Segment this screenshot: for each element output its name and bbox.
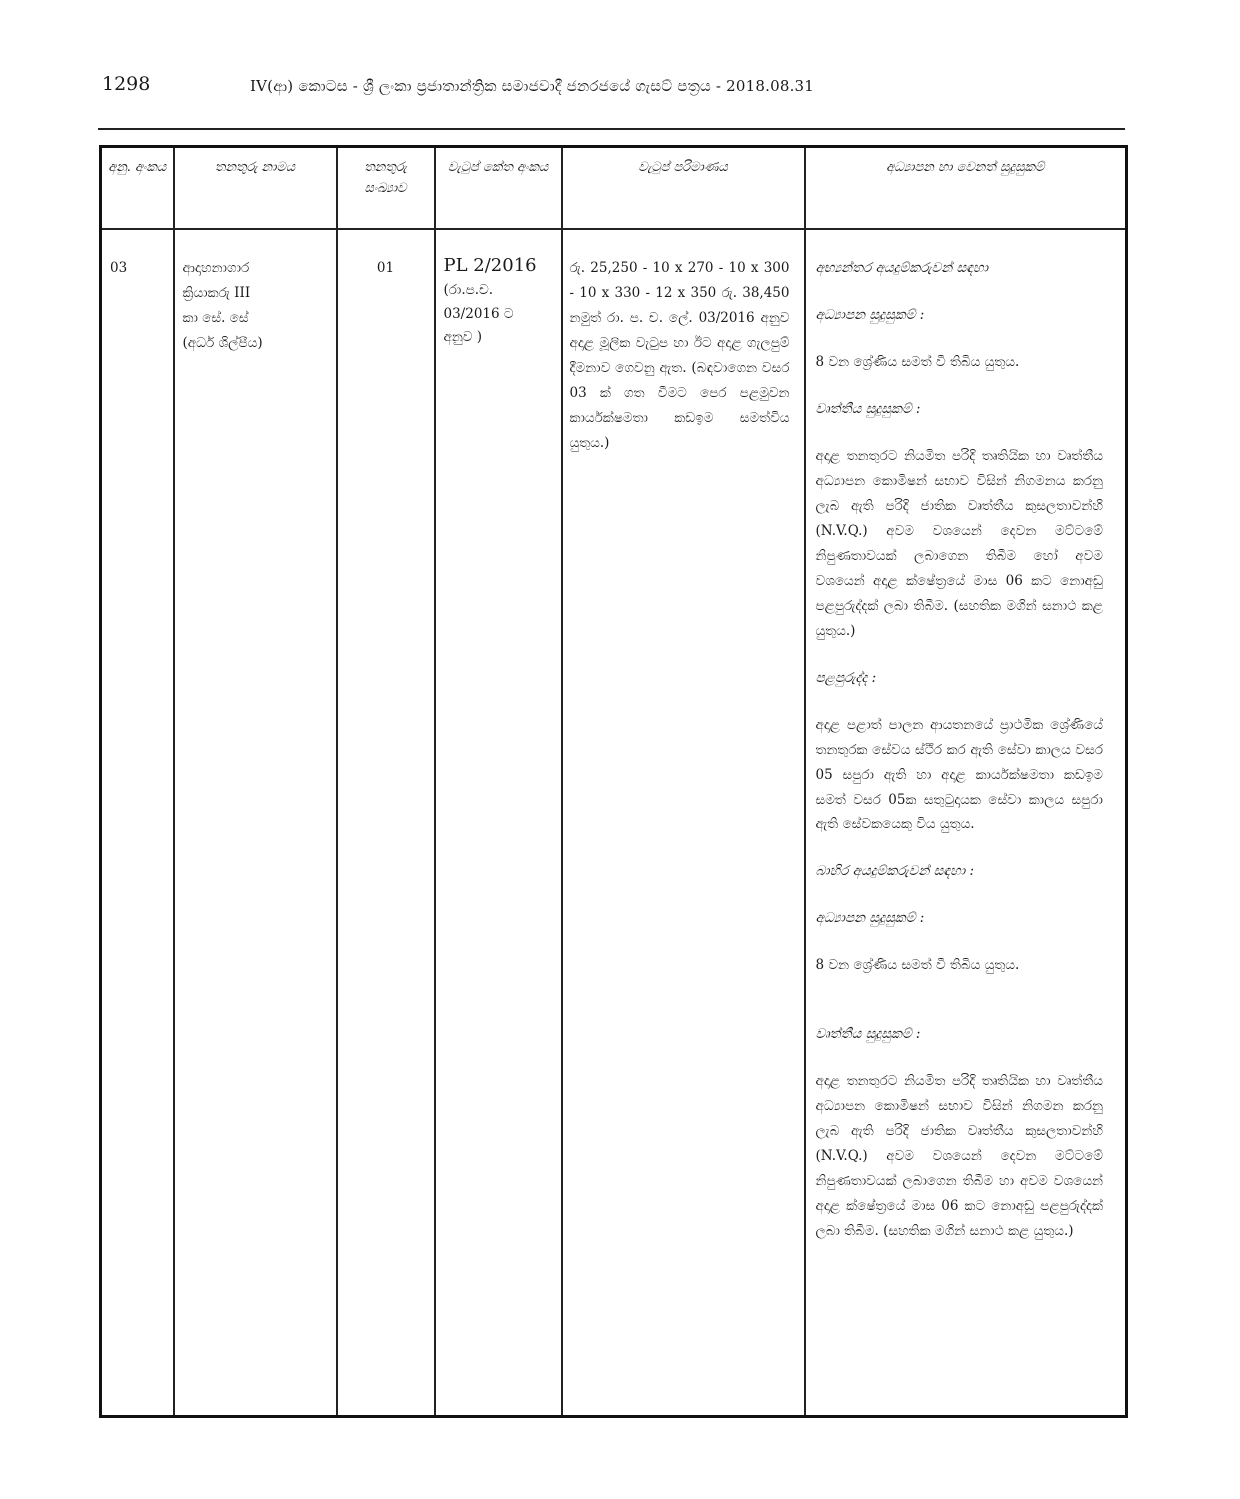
table-header-row (101, 147, 1127, 230)
post-name-line: (අර්ධ ශිල්පීය) (182, 334, 263, 351)
running-header: IV(ආ) කොටස - ශ්‍රී ලංකා ප්‍රජාතාන්ත්‍රික සමාජවාදී ජනරජයේ ගැසට් පත්‍රය - 2018.08.31 (250, 77, 815, 95)
vacancy-table (99, 145, 1128, 1418)
header-rule (98, 128, 1125, 130)
experience-text: අදාළ පළාත් පාලන ආයතනයේ ප්‍රාථමික ශ්‍රේණියේ තනතුරක සේවය ස්ථිර කර ඇති සේවා කාලය වසර 05 සපුරා ඇති හා අදාළ කාර්යක්ෂමතා කඩඉම සමත් වසර 05ක සතුටුදායක සේවා කාලය සපුරා ඇති සේවකයෙකු විය යුතුය. (815, 716, 1103, 833)
experience-heading: පළපුරුද්ද : (815, 669, 877, 686)
internal-professional-text: අදාළ තනතුරට නියමිත පරිදි තෘතියික හා වෘත්තීය අධ්‍යාපන කොමිෂන් සභාව විසින් නිගමනය කරනු ලැබ ඇති පරිදි ජාතික වෘත්තීය කුසලතාවන්හි (N.V.Q.) අවම වශයෙන් දෙවන මට්ටමේ නිපුණතාවයක් ලබාගෙන තිබීම හෝ අවම වශයෙන් අදාළ ක්ෂේත්‍රයේ මාස 06 කට නොඅඩු පළපුරුද්දක් ලබා තිබීම. (සහතික මගින් සනාථ කළ යුතුය.) (815, 447, 1103, 639)
cell-post-name (174, 229, 337, 1417)
external-professional-heading: වෘත්තීය සුදුසුකම් : (815, 1026, 921, 1043)
salary-code: PL 2/2016 (443, 255, 537, 276)
internal-professional-heading: වෘත්තීය සුදුසුකම් : (815, 400, 921, 417)
external-applicants-heading: බාහිර අයදුම්කරුවන් සඳහා : (815, 863, 975, 880)
external-education-heading: අධ්‍යාපන සුදුසුකම් : (815, 910, 925, 927)
internal-education-heading: අධ්‍යාපන සුදුසුකම් : (815, 306, 925, 323)
internal-education-text: 8 වන ශ්‍රේණිය සමත් වී තිබිය යුතුය. (815, 353, 1020, 370)
post-name-line: ආදාහනාගාර (182, 260, 250, 276)
internal-applicants-heading: අභ්‍යන්තර අයදුම්කරුවන් සඳහා (815, 260, 989, 276)
table-row (101, 229, 1127, 1417)
page-number: 1298 (102, 73, 151, 95)
external-professional-text: අදාළ තනතුරට නියමිත පරිදි තෘතියික හා වෘත්තීය අධ්‍යාපන කොමිෂන් සභාව විසින් නිගමන කරනු ලැබ ඇති පරිදි ජාතික වෘත්තීය කුසලතාවන්හි (N.V.Q.) අවම වශයෙන් දෙවන මට්ටමේ නිපුණතාවයක් ලබාගෙන තිබීම හා අවම වශයෙන් අදාළ ක්ෂේත්‍රයේ මාස 06 කට නොඅඩු පළපුරුද්දක් ලබා තිබීම. (සහතික මගින් සනාථ කළ යුතුය.) (815, 1073, 1103, 1240)
column-header-post-count: තනතුරු සංඛ්‍යාව (337, 147, 435, 230)
column-header-salary-scale: වැටුප් පරිමාණය (562, 147, 805, 230)
cell-post-count: 01 (337, 229, 435, 1417)
post-name-line: ක්‍රියාකරු III (182, 284, 251, 301)
salary-code-note: 03/2016 ට (443, 305, 514, 322)
salary-code-note: අනුව ) (443, 329, 483, 346)
column-header-serial: අනු. අංකය (101, 147, 174, 230)
cell-qualifications (805, 229, 1127, 1417)
external-education-text: 8 වන ශ්‍රේණිය සමත් වී තිබිය යුතුය. (815, 957, 1020, 974)
column-header-qualifications: අධ්‍යාපන හා වෙනත් සුදුසුකම් (805, 147, 1127, 230)
cell-salary-scale: රු. 25,250 - 10 x 270 - 10 x 300 - 10 x 330 - 12 x 350 රු. 38,450 නමුත් රා. ප. ච. ලේ. 03/2016 අනුව අදාළ මූලික වැටුප හා ඊට අදාළ ගැලපුම් දීමනාව ගෙවනු ඇත. (බඳවාගෙන වසර 03 ක් ගත වීමට පෙර පළමුවන කාර්යක්ෂමතා කඩඉම සමත්විය යුතුය.) (562, 229, 805, 1417)
cell-salary-code (435, 229, 562, 1417)
column-header-salary-code: වැටුප් කේත අංකය (435, 147, 562, 230)
column-header-post-name: තනතුරු නාමය (174, 147, 337, 230)
post-name-line: කා සේ. සේ (182, 309, 249, 326)
cell-serial: 03 (101, 229, 174, 1417)
salary-code-note: (රා.ප.ච. (443, 282, 494, 298)
